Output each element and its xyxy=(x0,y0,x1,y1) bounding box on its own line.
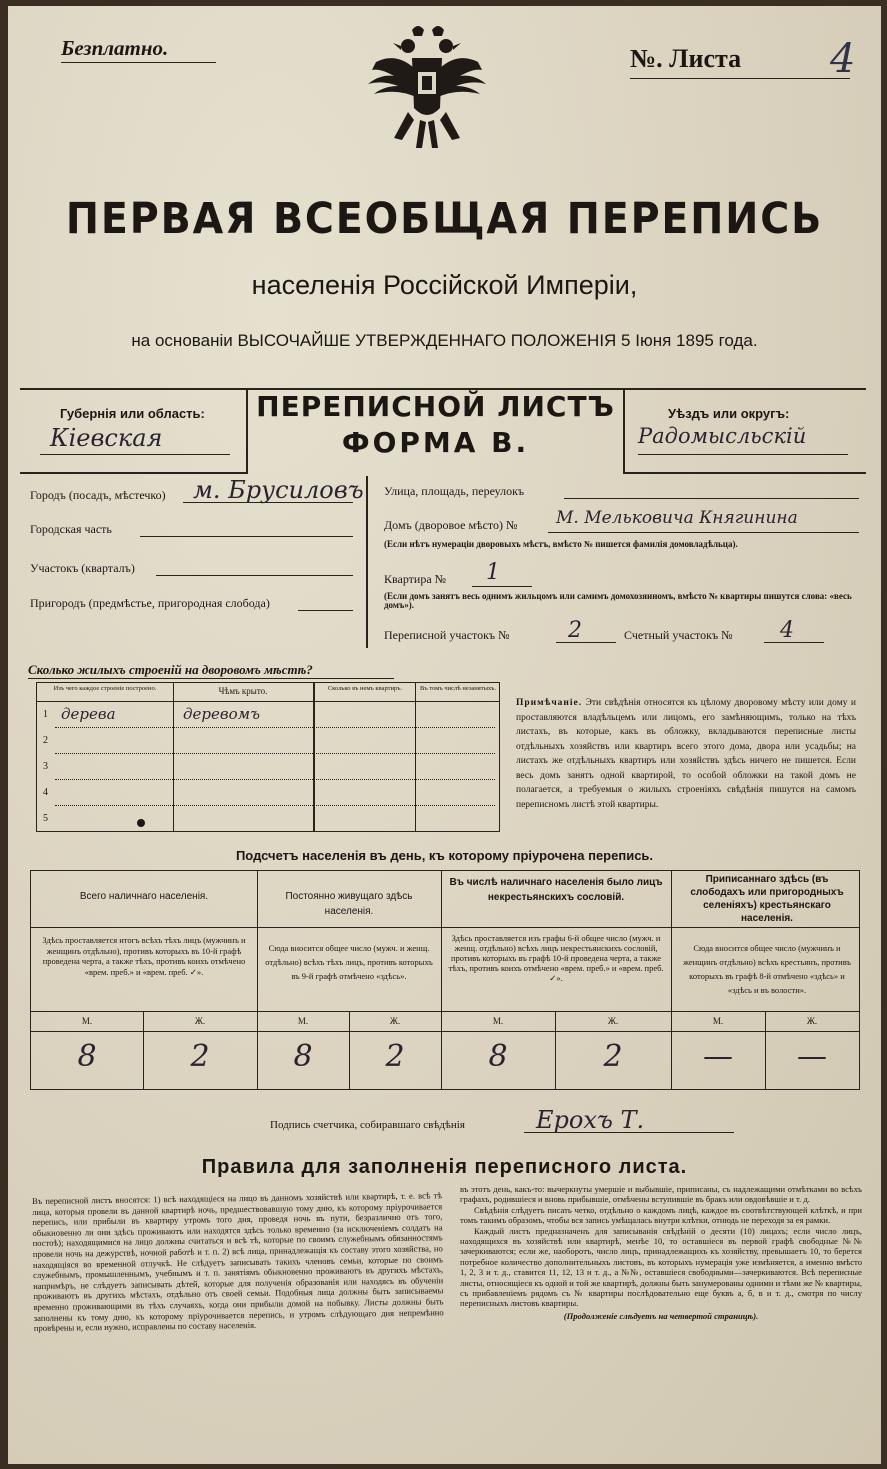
tally-desc-permanent: Сюда вносится общее число (мужч. и женщ. отдѣльно) всѣхъ тѣхъ лицъ, противъ которыхъ въ 9-й графѣ отмѣчено «здѣсь». xyxy=(265,943,433,981)
signature-value: Ерохъ Т. xyxy=(536,1106,645,1134)
table-row xyxy=(37,779,499,805)
buildings-header-roof: Чѣмъ крыто. xyxy=(218,686,268,696)
apartment-value: 1 xyxy=(486,560,500,585)
street-label: Улица, площадь, переулокъ xyxy=(384,484,525,498)
row-number: 1 xyxy=(43,709,48,720)
city-value: м. Брусиловъ xyxy=(193,476,364,504)
tally-non-peasant-m: 8 xyxy=(488,1039,508,1074)
free-label: Безплатно. xyxy=(61,36,169,60)
subtitle: населенія Россійской Имперіи, xyxy=(251,270,638,300)
suburb-label: Пригородъ (предмѣстье, пригородная слобода) xyxy=(30,596,270,610)
buildings-table xyxy=(36,682,500,832)
tally-head-permanent: Постоянно живущаго здѣсь населенія. xyxy=(285,891,413,917)
census-area-label: Переписной участокъ № xyxy=(384,628,510,642)
city-label: Городъ (посадъ, мѣстечко) xyxy=(30,488,166,502)
buildings-header-material: Изъ чего каждое строеніе построено. xyxy=(53,685,157,692)
precinct-label: Участокъ (кварталъ) xyxy=(30,561,135,575)
main-title: ПЕРВАЯ ВСЕОБЩАЯ ПЕРЕПИСЬ xyxy=(65,194,824,244)
tally-permanent-f: 2 xyxy=(385,1039,405,1074)
census-sheet xyxy=(8,6,881,1464)
tally-title: Подсчетъ населенія въ день, къ которому пріурочена перепись. xyxy=(235,848,654,863)
tally-m-label: М. xyxy=(297,1016,309,1026)
tally-m-label: М. xyxy=(492,1016,504,1026)
apartment-note: (Если домъ занятъ весь однимъ жильцомъ или самимъ домохозяиномъ, вмѣсто № квартиры пишутся слова: «весь домъ»). xyxy=(384,591,852,610)
row-material: дерева xyxy=(61,705,116,723)
counter-area-value: 4 xyxy=(780,618,794,643)
table-row xyxy=(37,805,499,831)
table-row xyxy=(37,727,499,753)
rules-right-para-3: Каждый листъ предназначенъ для записыванія свѣдѣній о десяти (10) лицахъ; если число лицъ, находящихся въ хозяйствѣ или квартирѣ, менѣе 10, то оставшіеся въ первой графѣ свободные №№ зачеркиваются; если же, наоборотъ, число лицъ, принадлежащихъ къ хозяйству, превышаетъ 10, то берется потребное количество дополнительныхъ листовъ, въ которыхъ нумерація уже измѣняется, а именно вмѣсто 1, 2, 3 и т. д., ставится 11, 12, 13 и т. д., а №№, оставшіеся свободными—зачеркиваются. Всѣ переписные листы, относящіеся къ одной и той же квартирѣ, должны быть занумерованы одними и тѣми же № квартиры, съ прибавленіемъ рядомъ съ № квартиры послѣдовательно еще буквъ а, б, в и т. д., смотря по числу переписныхъ листовъ квартиры. xyxy=(460,1225,862,1309)
rules-title: Правила для заполненія переписного листа. xyxy=(201,1156,688,1178)
tally-head-non-peasant: Въ числѣ наличнаго населенія было лицъ некрестьянскихъ сословій. xyxy=(449,877,663,903)
sheet-number-label: №. Листа xyxy=(630,44,742,73)
ink-dot-icon xyxy=(137,819,145,827)
district-value: Радомысльскій xyxy=(638,424,807,448)
district-label: Уѣздъ или округъ: xyxy=(668,406,790,421)
legal-basis: на основаніи ВЫСОЧАЙШЕ УТВЕРЖДЕННАГО ПОЛОЖЕНІЯ 5 Іюня 1895 года. xyxy=(131,331,758,350)
province-value: Кіевская xyxy=(50,424,163,452)
tally-head-total: Всего наличнаго населенія. xyxy=(79,891,209,902)
tally-peasant-f: — xyxy=(797,1039,827,1074)
tally-permanent-m: 8 xyxy=(293,1039,313,1074)
sheet-number-value: 4 xyxy=(830,36,856,82)
tally-desc-total: Здѣсь проставляется итогъ всѣхъ тѣхъ лицъ (мужчинъ и женщинъ отдѣльно), противъ которыхъ въ 10-й графѣ проведена черта, а также тѣхъ, противъ коихъ отмѣчено «врем. преб.» и «врем. преб. ✓». xyxy=(42,935,246,977)
tally-m-label: М. xyxy=(81,1016,93,1026)
tally-head-peasant: Приписаннаго здѣсь (въ слободахъ или пригородныхъ селеніяхъ) крестьянскаго населенія. xyxy=(690,874,844,924)
row-number: 4 xyxy=(43,787,48,798)
row-number: 5 xyxy=(43,813,48,824)
note-label: Примѣчаніе. xyxy=(516,698,583,708)
tally-peasant-m: — xyxy=(703,1039,733,1074)
apartment-label: Квартира № xyxy=(384,572,447,586)
tally-total-m: 8 xyxy=(77,1039,97,1074)
signature-label: Подпись счетчика, собиравшаго свѣдѣнія xyxy=(270,1119,465,1131)
buildings-question: Сколько жилыхъ строеній на дворовомъ мѣстѣ? xyxy=(28,662,313,677)
counter-area-label: Счетный участокъ № xyxy=(624,628,733,642)
row-number: 3 xyxy=(43,761,48,772)
house-label: Домъ (дворовое мѣсто) № xyxy=(384,518,518,532)
census-area-value: 2 xyxy=(568,618,582,643)
row-roof: деревомъ xyxy=(183,705,261,723)
table-row xyxy=(37,701,499,727)
house-note: (Если нѣтъ нумераціи дворовыхъ мѣстъ, вмѣсто № пишется фамилія домовладѣльца). xyxy=(384,539,738,549)
form-title: ПЕРЕПИСНОЙ ЛИСТЪ xyxy=(256,390,615,423)
tally-table xyxy=(30,870,860,1090)
house-value: М. Мельковича Княгинина xyxy=(556,508,798,528)
buildings-header-vacant: Въ томъ числѣ незанятыхъ. xyxy=(420,685,496,692)
tally-desc-peasant: Сюда вносится общее число (мужчинъ и женщинъ отдѣльно) всѣхъ крестьянъ, противъ которыхъ въ графѣ 8-й отмѣчено «здѣсь» и «здѣсь и въ волости». xyxy=(683,943,851,995)
tally-f-label: Ж. xyxy=(607,1016,619,1026)
tally-m-label: М. xyxy=(712,1016,724,1026)
rules-right xyxy=(460,1184,862,1321)
tally-total-f: 2 xyxy=(190,1039,210,1074)
city-part-label: Городская часть xyxy=(30,522,112,536)
rules-right-para-2: Свѣдѣнія слѣдуетъ писать четко, отдѣльно о каждомъ лицѣ, каждое въ соотвѣтствующей клѣткѣ, и при томъ такимъ образомъ, чтобы вся запись умѣщалась внутри клѣтки, отнюдь не переходя за ея рамки. xyxy=(460,1204,862,1226)
tally-desc-non-peasant: Здѣсь проставляется изъ графы 6-й общее число (мужч. и женщ. отдѣльно) всѣхъ лицъ некрестьянскихъ сословій, противъ которыхъ въ графѣ 10-й проведена черта, а также тѣхъ, противъ коихъ отмѣчено «врем. преб.» и «врем. преб. ✓». xyxy=(448,933,664,983)
tally-f-label: Ж. xyxy=(389,1016,401,1026)
rules-continued: (Продолженіе слѣдуетъ на четвертой страницѣ). xyxy=(563,1310,759,1321)
row-number: 2 xyxy=(43,735,48,746)
table-row xyxy=(37,753,499,779)
eagle-emblem-icon xyxy=(368,22,486,156)
tally-f-label: Ж. xyxy=(806,1016,818,1026)
buildings-note xyxy=(516,696,856,812)
tally-non-peasant-f: 2 xyxy=(603,1039,623,1074)
rules-left-text: Въ переписной листъ вносятся: 1) всѣ находящіеся на лицо въ данномъ хозяйствѣ или квартирѣ, т. е. всѣ тѣ лица, которыя провели въ данной квартирѣ ночь, предшествовавшую тому дню, къ которому пріурочивается перепись, или прибыли въ квартиру утромъ того дня, проведя ночь въ пути, безразлично отъ того, обыкновенно ли они здѣсь проживаютъ или находятся здѣсь только временно (за исключеніемъ солдатъ на постоѣ); находящимися на лицо должны считаться и всѣ тѣ, которые по своимъ служебнымъ обязанностямъ провели ночь на дежурствѣ, ночной работѣ и т. п. 2) всѣ лица, принадлежащія къ составу этого хозяйства, но находящіяся во временной отлучкѣ. Не слѣдуетъ записывать такихъ членовъ семьи, которые по своимъ служебнымъ, промышленнымъ, учебнымъ и т. п. занятіямъ обыкновенно проживаютъ въ другихъ мѣстахъ, напримѣръ, не слѣдуетъ записывать дѣтей, которые для полученія образованія или находясь въ обученіи проживаютъ въ другихъ мѣстахъ, отдѣльно отъ своей семьи. Подобныя лица должны быть записываемы временно проживающими въ тѣхъ случаяхъ, когда они прибыли домой на побывку. Листы должны быть заполнены къ тому дню, къ которому пріурочивается перепись, и утромъ слѣдующаго дня непремѣнно провѣрены и, если нужно, исправлены по составу населенія. xyxy=(32,1190,444,1334)
rules-right-para-1: въ этотъ день, какъ-то: вычеркнуты умершіе и выбывшіе, приписаны, съ надлежащими отмѣтками во всѣхъ графахъ, родившіеся и вновь прибывшіе, отмѣчены вступившіе въ бракъ или овдовѣвшіе и т. д. xyxy=(460,1184,862,1205)
province-label: Губернія или область: xyxy=(60,406,205,421)
tally-f-label: Ж. xyxy=(194,1016,206,1026)
note-text: Эти свѣдѣнія относятся къ цѣлому дворовому мѣсту или дому и проставляются владѣльцемъ или лицомъ, его замѣняющимъ, только на тѣхъ листахъ, въ которые, какъ въ обложку, вкладываются переписные листы отдѣльныхъ хозяйствъ или квартиръ всего этого дома, двора или усадьбы; на листахъ же отдѣльныхъ квартиръ или хозяйствъ здѣсь ничего не пишется. Если весь домъ занятъ одной квартирой, то особой обложки на такой домъ не полагается, а требуемыя о жилыхъ строеніяхъ свѣдѣнія пишутся на самомъ переписномъ листѣ этой квартиры. xyxy=(516,698,857,810)
form-name: ФОРМА В. xyxy=(341,426,530,459)
buildings-header-apartments: Сколько въ немъ квартиръ. xyxy=(327,685,403,692)
